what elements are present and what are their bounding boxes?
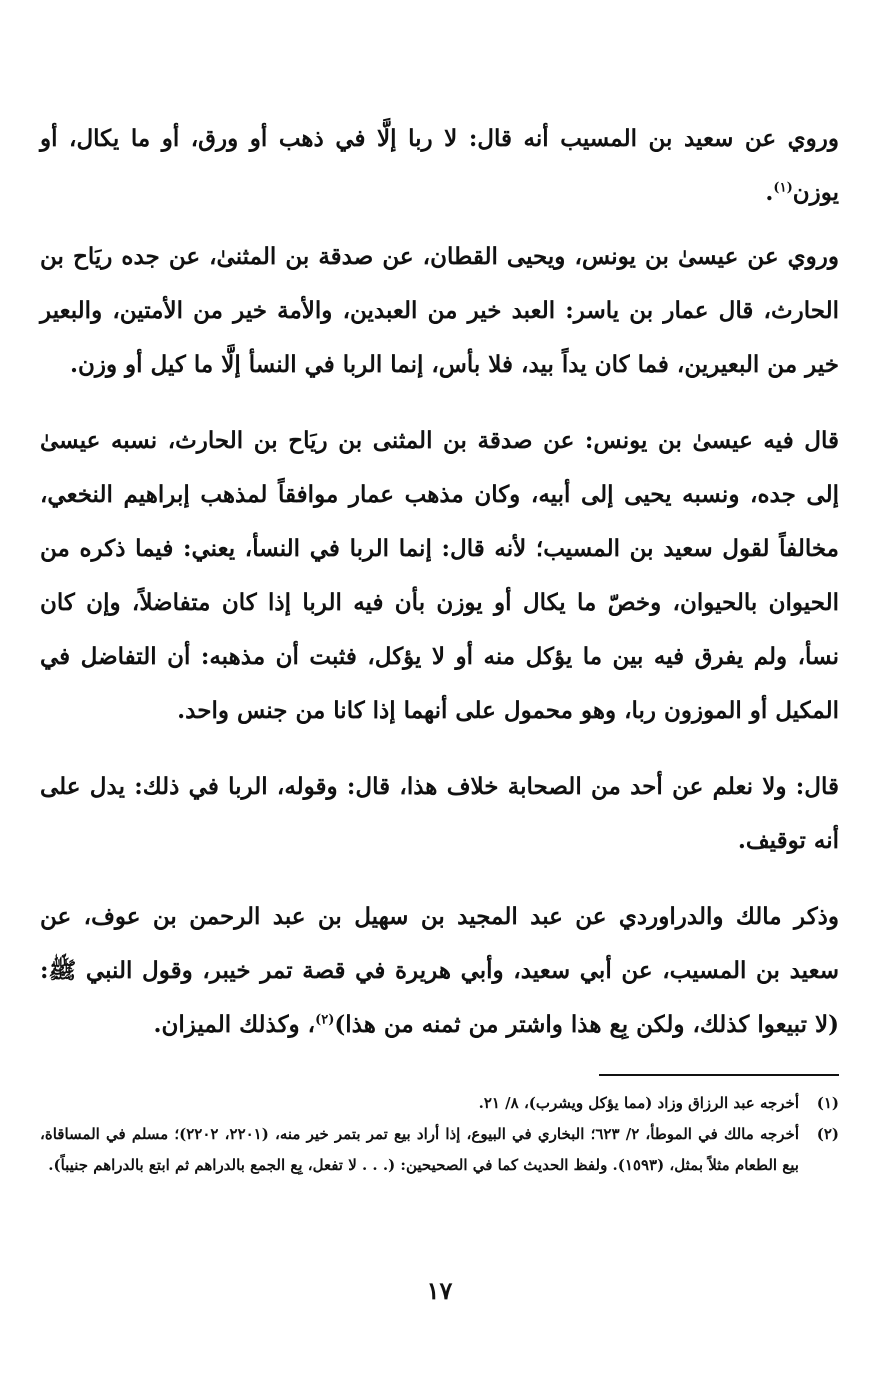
main-text xyxy=(40,112,839,1074)
paragraph-5-tail: ، وكذلك الميزان. xyxy=(153,1011,316,1038)
footnote-1 xyxy=(40,1088,839,1119)
footnote-2-number: (٢) xyxy=(816,1125,839,1143)
paragraph-4-text: قال: ولا نعلم عن أحد من الصحابة خلاف هذا، قال: وقوله، الربا في ذلك: يدل على أنه توقيف. xyxy=(40,773,839,854)
paragraph-5-text: وذكر مالك والدراوردي عن عبد المجيد بن سهيل بن عبد الرحمن بن عوف، عن سعيد بن المسيب، عن أبي سعيد، وأبي هريرة في قصة تمر خيبر، وقول النبي ﷺ: (لا تبيعوا كذلك، ولكن بِع هذا واشتر من ثمنه من هذا) xyxy=(40,903,839,1038)
paragraph-3-text: قال فيه عيسىٰ بن يونس: عن صدقة بن المثنى بن ريَاح بن الحارث، نسبه عيسىٰ إلى جده، ونسبه يحيى إلى أبيه، وكان مذهب عمار موافقاً لمذهب إبراهيم النخعي، مخالفاً لقول سعيد بن المسيب؛ لأنه قال: إنما الربا في النسأ، يعني: فيما ذكره من الحيوان بالحيوان، وخصّ ما يكال أو يوزن بأن فيه الربا إذا كان متفاضلاً، وإن كان نسأ، ولم يفرق فيه بين ما يؤكل منه أو لا يؤكل، فثبت أن مذهبه: أن التفاضل في المكيل أو الموزون ربا، وهو محمول على أنهما إذا كانا من جنس واحد. xyxy=(40,427,839,724)
paragraph-1-text: وروي عن سعيد بن المسيب أنه قال: لا ربا إلَّا في ذهب أو ورق، أو ما يكال، أو يوزن xyxy=(40,125,839,206)
paragraph-5 xyxy=(40,890,839,1052)
footnote-1-text: أخرجه عبد الرزاق وزاد (مما يؤكل ويشرب)، ٨/ ٢١. xyxy=(478,1094,799,1112)
paragraph-2-text: وروي عن عيسىٰ بن يونس، ويحيى القطان، عن صدقة بن المثنىٰ، عن جده ريَاح بن الحارث، قال عمار بن ياسر: العبد خير من العبدين، والأمة خير من الأمتين، والبعير خير من البعيرين، فما كان يداً بيد، فلا بأس، إنما الربا في النسأ إلَّا ما كيل أو وزن. xyxy=(40,243,839,378)
footnote-ref-2: (٢) xyxy=(315,1012,335,1028)
footnote-ref-1: (١) xyxy=(773,180,793,196)
footnote-2-text: أخرجه مالك في الموطأ، ٢/ ٦٢٣؛ البخاري في البيوع، إذا أراد بيع تمر بتمر خير منه، (٢٢٠١، ٢٢٠٢)؛ مسلم في المساقاة، بيع الطعام مثلاً بمثل، (١٥٩٣). ولفظ الحديث كما في الصحيحين: (. . . لا تفعل، بِع الجمع بالدراهم ثم ابتع بالدراهم جنيباً). xyxy=(40,1125,799,1174)
footnotes xyxy=(40,1074,839,1181)
paragraph-3 xyxy=(40,414,839,738)
paragraph-1-tail: . xyxy=(765,179,774,206)
paragraph-1 xyxy=(40,112,839,220)
footnote-divider xyxy=(599,1074,839,1076)
paragraph-2 xyxy=(40,230,839,392)
footnote-2 xyxy=(40,1119,839,1181)
paragraph-4 xyxy=(40,760,839,868)
footnote-1-number: (١) xyxy=(816,1094,839,1112)
page-number: ١٧ xyxy=(426,1276,453,1305)
